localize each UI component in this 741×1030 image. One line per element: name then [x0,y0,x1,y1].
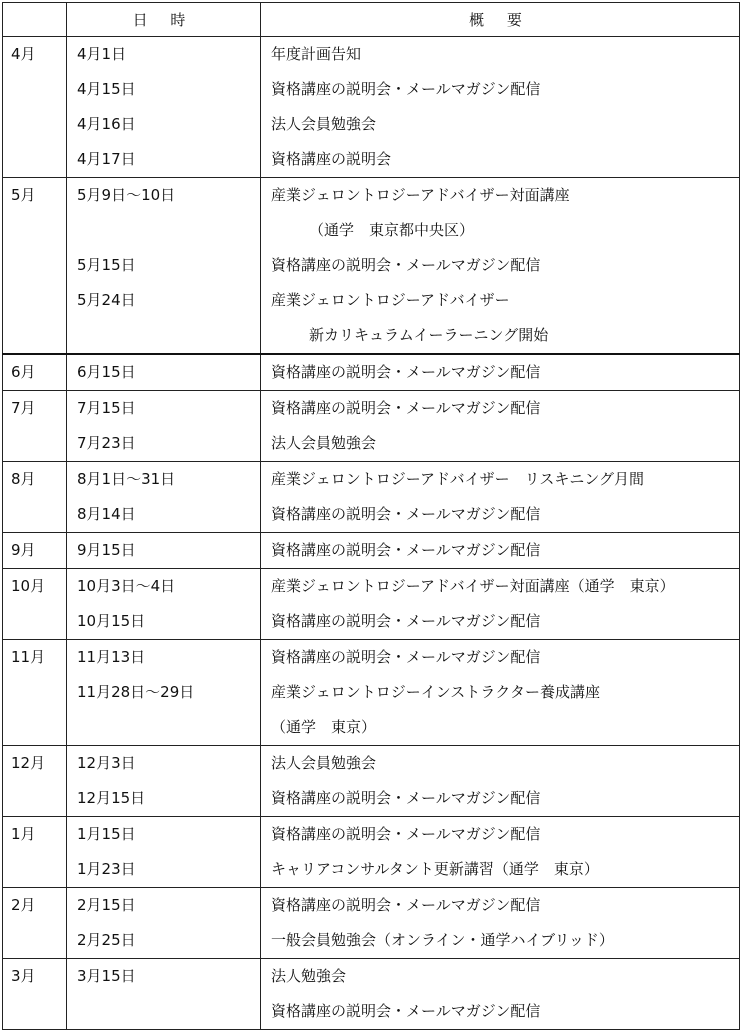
event-date: 4月16日 [77,115,136,133]
month-cell [3,354,67,391]
month-cell [3,746,67,817]
event-summary: 産業ジェロントロジーアドバイザー リスキニング月間 [271,470,645,488]
date-cell [67,888,261,959]
event-date: 12月15日 [77,789,146,807]
event-summary: 資格講座の説明会・メールマガジン配信 [271,80,541,98]
month-label: 11月 [11,648,46,666]
summary-cell [261,178,740,355]
month-label: 3月 [11,967,36,985]
event-summary: 資格講座の説明会・メールマガジン配信 [271,399,541,417]
month-label: 7月 [11,399,36,417]
event-date: 10月3日～4日 [77,577,176,595]
event-summary: 資格講座の説明会 [271,150,392,168]
event-summary: 法人会員勉強会 [271,115,377,133]
header-row [3,3,740,37]
event-summary: 法人勉強会 [271,967,347,985]
event-summary: 資格講座の説明会・メールマガジン配信 [271,896,541,914]
month-header [3,3,67,37]
schedule-table [2,2,740,1030]
event-summary: 産業ジェロントロジーアドバイザー対面講座 [271,186,570,204]
month-cell [3,391,67,462]
month-group-row [3,462,740,533]
event-date [67,318,260,353]
event-date [67,710,260,745]
month-label: 2月 [11,896,36,914]
event-summary: 資格講座の説明会・メールマガジン配信 [271,612,541,630]
month-group-row [3,391,740,462]
event-summary: 資格講座の説明会・メールマガジン配信 [271,648,541,666]
event-date: 5月9日～10日 [77,186,176,204]
date-cell [67,354,261,391]
summary-cell [261,37,740,178]
month-cell [3,817,67,888]
event-date: 7月23日 [77,434,136,452]
month-group-row [3,569,740,640]
summary-cell [261,888,740,959]
summary-cell [261,462,740,533]
event-summary: 資格講座の説明会・メールマガジン配信 [271,363,541,381]
event-summary: 年度計画告知 [271,45,362,63]
date-cell [67,462,261,533]
month-group-row [3,640,740,746]
month-group-row [3,959,740,1030]
month-group-row [3,37,740,178]
event-summary: 資格講座の説明会・メールマガジン配信 [271,256,541,274]
month-cell [3,533,67,569]
month-label: 8月 [11,470,36,488]
summary-cell [261,569,740,640]
month-label: 5月 [11,186,36,204]
event-summary: 資格講座の説明会・メールマガジン配信 [271,825,541,843]
event-date: 2月15日 [77,896,136,914]
event-summary: 資格講座の説明会・メールマガジン配信 [271,505,541,523]
date-cell [67,746,261,817]
event-date: 2月25日 [77,931,136,949]
date-cell [67,959,261,1030]
event-summary: （通学 東京都中央区） [309,221,475,239]
date-cell [67,640,261,746]
event-date: 7月15日 [77,399,136,417]
date-header: 日 時 [67,3,261,37]
event-summary: 産業ジェロントロジーアドバイザー [271,291,510,309]
summary-header: 概 要 [261,3,740,37]
event-summary: 産業ジェロントロジーアドバイザー対面講座（通学 東京） [271,577,675,595]
event-summary: 資格講座の説明会・メールマガジン配信 [271,789,541,807]
event-date: 5月24日 [77,291,136,309]
month-group-row [3,354,740,391]
month-group-row [3,178,740,355]
month-label: 6月 [11,363,36,381]
summary-cell [261,391,740,462]
month-cell [3,959,67,1030]
summary-cell [261,354,740,391]
month-label: 10月 [11,577,46,595]
month-group-row [3,817,740,888]
date-cell [67,391,261,462]
month-label: 12月 [11,754,46,772]
event-date: 11月13日 [77,648,146,666]
month-group-row [3,746,740,817]
month-cell [3,640,67,746]
event-summary: 産業ジェロントロジーインストラクター養成講座 [271,683,600,701]
event-summary: 法人会員勉強会 [271,434,377,452]
event-date: 11月28日～29日 [77,683,195,701]
month-label: 1月 [11,825,36,843]
event-summary: 資格講座の説明会・メールマガジン配信 [271,541,541,559]
month-cell [3,37,67,178]
event-date: 8月1日～31日 [77,470,176,488]
event-summary: 一般会員勉強会（オンライン・通学ハイブリッド） [271,931,614,949]
event-summary: （通学 東京） [271,718,377,736]
event-summary: 法人会員勉強会 [271,754,377,772]
date-cell [67,817,261,888]
event-date: 9月15日 [77,541,136,559]
date-cell [67,37,261,178]
event-summary: 資格講座の説明会・メールマガジン配信 [271,1002,541,1020]
summary-cell [261,817,740,888]
event-date: 6月15日 [77,363,136,381]
month-cell [3,178,67,355]
event-date: 1月23日 [77,860,136,878]
event-date [67,213,260,248]
summary-cell [261,533,740,569]
month-cell [3,462,67,533]
event-date: 5月15日 [77,256,136,274]
month-group-row [3,533,740,569]
month-cell [3,888,67,959]
event-date: 3月15日 [77,967,136,985]
event-date: 10月15日 [77,612,146,630]
date-cell [67,178,261,355]
event-date: 4月1日 [77,45,127,63]
event-summary: キャリアコンサルタント更新講習（通学 東京） [271,860,599,878]
month-group-row [3,888,740,959]
event-date: 4月15日 [77,80,136,98]
summary-cell [261,746,740,817]
date-cell [67,569,261,640]
month-label: 4月 [11,45,36,63]
event-date: 1月15日 [77,825,136,843]
month-cell [3,569,67,640]
date-cell [67,533,261,569]
event-date: 8月14日 [77,505,136,523]
event-summary: 新カリキュラムイーラーニング開始 [309,326,549,344]
month-label: 9月 [11,541,36,559]
summary-cell [261,640,740,746]
event-date: 4月17日 [77,150,136,168]
event-date: 12月3日 [77,754,136,772]
summary-cell [261,959,740,1030]
